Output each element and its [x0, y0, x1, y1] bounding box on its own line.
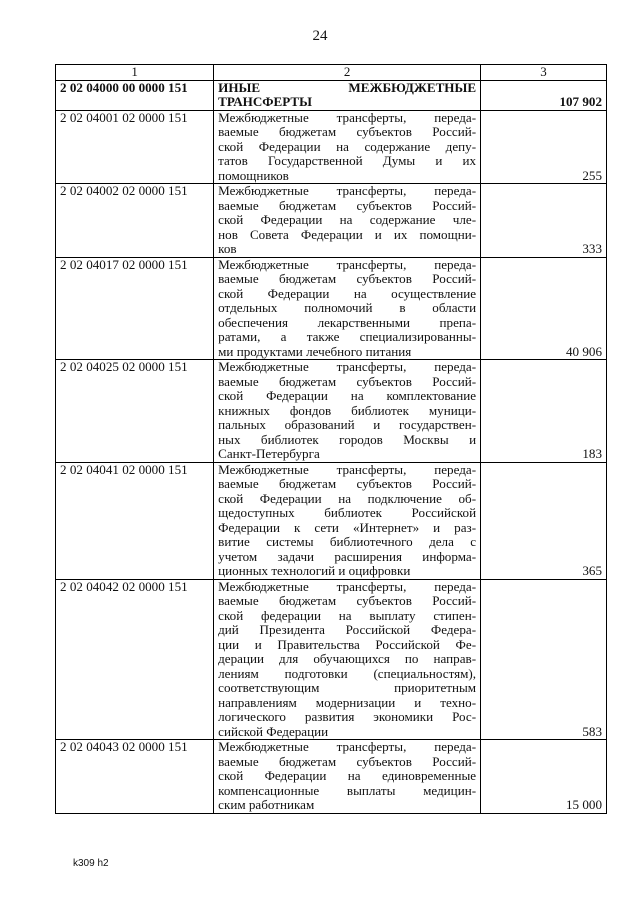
- budget-code-cell: 2 02 04017 02 0000 151: [56, 257, 214, 360]
- description-line: ратами, а также специализированны-: [218, 329, 477, 344]
- description-line: ваемые бюджетам субъектов Россий-: [218, 593, 477, 608]
- budget-code-cell: 2 02 04001 02 0000 151: [56, 110, 214, 184]
- table-row: [56, 579, 607, 740]
- description-line: учетом задачи расширения информа-: [218, 548, 477, 564]
- table-header-row: [56, 65, 607, 81]
- table-row: [56, 184, 607, 258]
- description-line: Федерации к сети «Интернет» и раз-: [218, 519, 477, 535]
- description-line: Межбюджетные трансферты, переда-: [218, 109, 477, 125]
- description-line: ции и Правительства Российской Фе-: [218, 636, 477, 652]
- description-line: направлениям модернизации и техно-: [218, 694, 477, 710]
- description-line: ми продуктами лечебного питания: [218, 343, 412, 359]
- description-line: ваемые бюджетам субъектов Россий-: [218, 197, 477, 213]
- column-header-3: 3: [481, 65, 607, 81]
- description-line: отдельных полномочий в области: [218, 300, 477, 315]
- description-line: ваемые бюджетам субъектов Россий-: [218, 476, 477, 491]
- description-line: ваемые бюджетам субъектов Россий-: [218, 753, 477, 769]
- table-row: [56, 80, 607, 110]
- description-line: соответствующим приоритетным: [218, 680, 477, 695]
- description-line: компенсационные выплаты медицин-: [218, 782, 477, 798]
- description-line: татов Государственной Думы и их: [218, 153, 477, 168]
- table-row: [56, 462, 607, 579]
- description-cell: [214, 360, 481, 463]
- description-line: книжных фондов библиотек муници-: [218, 402, 477, 418]
- description-line: ков: [218, 241, 237, 256]
- amount-cell: 107 902: [481, 80, 607, 110]
- description-line: логического развития экономики Рос-: [218, 709, 477, 724]
- description-cell: [214, 110, 481, 184]
- description-line: обеспечения лекарственными препа-: [218, 314, 477, 330]
- description-line: ской федерации на выплату стипен-: [218, 607, 477, 623]
- description-line: Межбюджетные трансферты, переда-: [218, 578, 477, 594]
- document-code: k309 h2: [73, 858, 109, 869]
- description-line: нов Совета Федерации и их помощни-: [218, 226, 477, 242]
- description-cell: [214, 184, 481, 258]
- description-line: пальных образований и государствен-: [218, 417, 477, 432]
- budget-code-cell: 2 02 04000 00 0000 151: [56, 80, 214, 110]
- description-line: ской Федерации на осуществление: [218, 285, 477, 301]
- amount-cell: 40 906: [481, 257, 607, 360]
- budget-code-cell: 2 02 04041 02 0000 151: [56, 462, 214, 579]
- description-line: ТРАНСФЕРТЫ: [218, 94, 313, 109]
- description-line: Межбюджетные трансферты, переда-: [218, 461, 477, 477]
- amount-cell: 183: [481, 360, 607, 463]
- table-row: [56, 110, 607, 184]
- amount-cell: 365: [481, 462, 607, 579]
- description-line: ваемые бюджетам субъектов Россий-: [218, 271, 477, 286]
- description-line: ных библиотек городов Москвы и: [218, 431, 477, 447]
- description-line: Санкт-Петербурга: [218, 446, 320, 461]
- description-line: ским работникам: [218, 797, 315, 812]
- description-line: сийской Федерации: [218, 723, 329, 739]
- description-line: щедоступных библиотек Российской: [218, 505, 477, 520]
- description-line: витие системы библиотечного дела с: [218, 534, 477, 549]
- description-line: Межбюджетные трансферты, переда-: [218, 256, 477, 272]
- description-line: ционных технологий и оцифровки: [218, 563, 411, 578]
- description-line: лениям подготовки (специальностям),: [218, 665, 477, 681]
- page-number: 24: [312, 28, 328, 44]
- budget-code-cell: 2 02 04042 02 0000 151: [56, 579, 214, 740]
- description-line: дий Президента Российской Федера-: [218, 622, 477, 637]
- column-header-1: 1: [56, 65, 214, 81]
- description-line: ИНЫЕ МЕЖБЮДЖЕТНЫЕ: [218, 79, 477, 95]
- column-header-2: 2: [214, 65, 481, 81]
- description-line: ской Федерации на единовременные: [218, 768, 477, 783]
- description-cell: [214, 257, 481, 360]
- description-line: дерации для обучающихся по направ-: [218, 651, 477, 666]
- description-line: ской Федерации на подключение об-: [218, 490, 477, 506]
- description-line: ваемые бюджетам субъектов Россий-: [218, 124, 477, 139]
- description-line: Межбюджетные трансферты, переда-: [218, 359, 477, 374]
- amount-cell: 15 000: [481, 740, 607, 814]
- table-row: [56, 360, 607, 463]
- description-line: ской Федерации на комплектование: [218, 388, 477, 403]
- description-cell: [214, 462, 481, 579]
- amount-cell: 255: [481, 110, 607, 184]
- budget-code-cell: 2 02 04043 02 0000 151: [56, 740, 214, 814]
- description-cell: [214, 740, 481, 814]
- description-line: Межбюджетные трансферты, переда-: [218, 739, 477, 754]
- description-cell: [214, 579, 481, 740]
- budget-code-cell: 2 02 04025 02 0000 151: [56, 360, 214, 463]
- description-line: Межбюджетные трансферты, переда-: [218, 183, 477, 198]
- description-line: ваемые бюджетам субъектов Россий-: [218, 373, 477, 389]
- description-line: ской Федерации на содержание депу-: [218, 138, 477, 154]
- budget-table: [55, 64, 607, 814]
- table-row: [56, 257, 607, 360]
- description-line: ской Федерации на содержание чле-: [218, 212, 477, 227]
- table-row: [56, 740, 607, 814]
- amount-cell: 333: [481, 184, 607, 258]
- budget-code-cell: 2 02 04002 02 0000 151: [56, 184, 214, 258]
- description-cell: [214, 80, 481, 110]
- amount-cell: 583: [481, 579, 607, 740]
- budget-table-body: [56, 65, 607, 814]
- description-line: помощников: [218, 167, 289, 183]
